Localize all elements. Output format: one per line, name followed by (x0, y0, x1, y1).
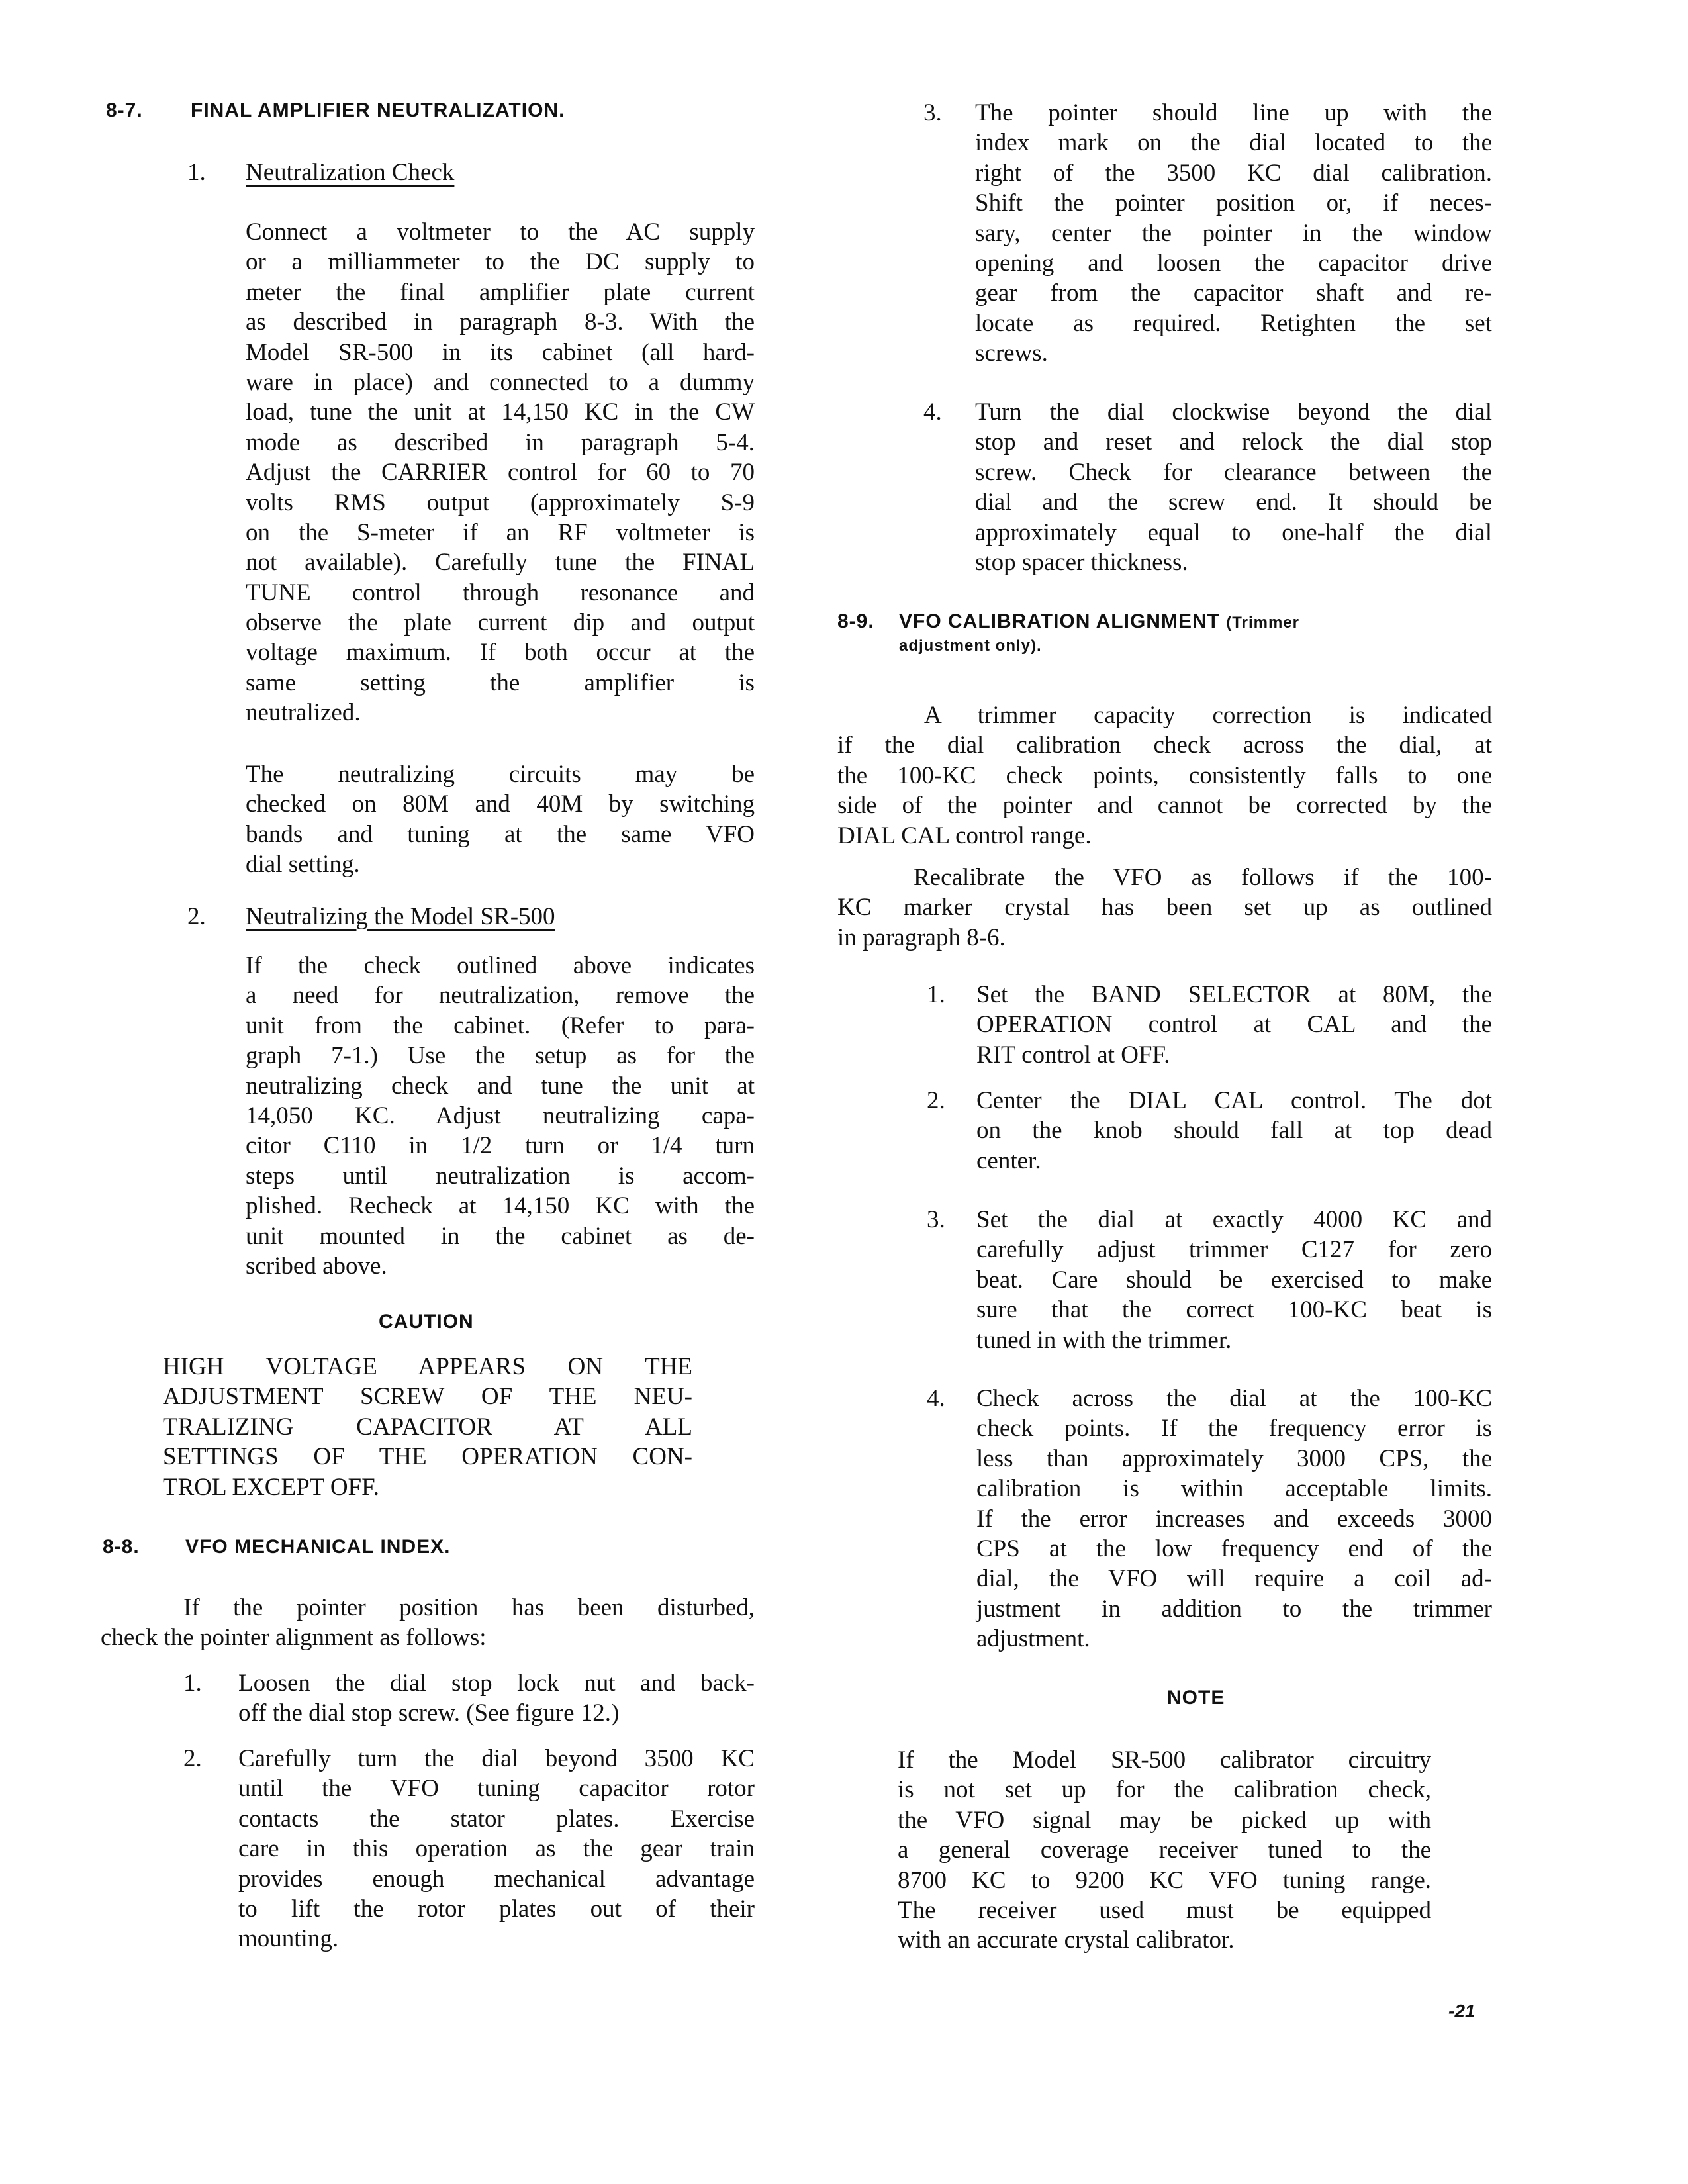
text-line: OPERATION control at CAL and the (976, 1011, 1492, 1039)
text-line: If the pointer position has been disturbed, (183, 1594, 755, 1621)
text-line: is not set up for the calibration check, (898, 1776, 1431, 1804)
text-line: contacts the stator plates. Exercise (238, 1805, 755, 1832)
text-line: carefully adjust trimmer C127 for zero (976, 1236, 1492, 1264)
text-line: HIGH VOLTAGE APPEARS ON THE (163, 1353, 692, 1380)
item-number: 1. (183, 1670, 202, 1697)
paragraph-recalibrate (837, 863, 1492, 953)
note-heading: NOTE (1167, 1687, 1225, 1709)
text-line: unit mounted in the cabinet as de- (246, 1222, 755, 1250)
text-line: Model SR-500 in its cabinet (all hard- (246, 338, 755, 366)
list-item-check-across (976, 1384, 1492, 1654)
paragraph-neutralizing-circuits (246, 759, 755, 880)
text-line: approximately equal to one-half the dial (975, 518, 1492, 546)
text-line: tuned in with the trimmer. (976, 1326, 1232, 1354)
text-line: Set the dial at exactly 4000 KC and (976, 1206, 1492, 1233)
list-item-set-dial (976, 1205, 1492, 1355)
text-line: If the check outlined above indicates (246, 952, 755, 979)
text-line: a general coverage receiver tuned to the (898, 1836, 1431, 1864)
text-line: Center the DIAL CAL control. The dot (976, 1087, 1492, 1114)
text-line: adjustment. (976, 1625, 1090, 1653)
item-number: 2. (183, 1745, 202, 1772)
item-number: 3. (927, 1206, 945, 1233)
text-line: right of the 3500 KC dial calibration. (975, 159, 1492, 187)
text-line: the 100-KC check points, consistently falls to one (837, 761, 1492, 789)
text-line: in paragraph 8-6. (837, 924, 1006, 951)
text-line: until the VFO tuning capacitor rotor (238, 1775, 755, 1803)
text-line: citor C110 in 1/2 turn or 1/4 turn (246, 1132, 755, 1160)
text-line: as described in paragraph 8-3. With the (246, 309, 755, 336)
text-line: Shift the pointer position or, if neces- (975, 189, 1492, 217)
list-item-pointer-line-up (975, 98, 1492, 369)
text-line: SETTINGS OF THE OPERATION CON- (163, 1443, 692, 1471)
page-number: -21 (1448, 2001, 1476, 2021)
text-line: calibration is within acceptable limits. (976, 1475, 1492, 1503)
text-line: graph 7-1.) Use the setup as for the (246, 1042, 755, 1070)
text-line: side of the pointer and cannot be corrected by the (837, 792, 1492, 820)
text-line: sary, center the pointer in the window (975, 219, 1492, 247)
text-line: DIAL CAL control range. (837, 822, 1092, 849)
text-line: less than approximately 3000 CPS, the (976, 1445, 1492, 1472)
list-item-loosen-dial-stop (238, 1668, 755, 1729)
section-title-8-7: FINAL AMPLIFIER NEUTRALIZATION. (191, 99, 565, 121)
section-title-main: VFO CALIBRATION ALIGNMENT (899, 610, 1220, 632)
text-line: Check across the dial at the 100-KC (976, 1385, 1492, 1412)
note-text (898, 1745, 1431, 1956)
item-number: 4. (923, 399, 942, 426)
text-line: center. (976, 1147, 1041, 1174)
text-line: voltage maximum. If both occur at the (246, 639, 755, 667)
text-line: same setting the amplifier is (246, 669, 755, 696)
text-line: dial, the VFO will require a coil ad- (976, 1565, 1492, 1593)
text-line: unit from the cabinet. (Refer to para- (246, 1012, 755, 1039)
text-line: KC marker crystal has been set up as outlined (837, 894, 1492, 922)
list-item-turn-clockwise (975, 397, 1492, 577)
text-line: justment in addition to the trimmer (976, 1595, 1492, 1623)
text-line: Carefully turn the dial beyond 3500 KC (238, 1745, 755, 1772)
text-line: the VFO signal may be picked up with (898, 1806, 1431, 1834)
item-number: 2. (927, 1087, 945, 1114)
text-line: screw. Check for clearance between the (975, 458, 1492, 486)
text-line: beat. Care should be exercised to make (976, 1266, 1492, 1294)
text-line: TUNE control through resonance and (246, 579, 755, 606)
text-line: bands and tuning at the same VFO (246, 820, 755, 848)
text-line: Connect a voltmeter to the AC supply (246, 218, 755, 246)
text-line: not available). Carefully tune the FINAL (246, 549, 755, 577)
section-number-8-7: 8-7. (106, 99, 143, 121)
text-line: The receiver used must be equipped (898, 1896, 1431, 1924)
text-line: TRALIZING CAPACITOR AT ALL (163, 1413, 692, 1441)
text-line: If the Model SR-500 calibrator circuitry (898, 1746, 1431, 1774)
section-title-8-8: VFO MECHANICAL INDEX. (185, 1536, 451, 1558)
item-number: 2. (187, 903, 206, 930)
list-item-dial-cal (976, 1086, 1492, 1176)
text-line: on the S-meter if an RF voltmeter is (246, 518, 755, 546)
text-line: stop and reset and relock the dial stop (975, 428, 1492, 456)
text-line: check points. If the frequency error is (976, 1415, 1492, 1443)
section-title-sub-line2: adjustment only). (899, 637, 1042, 655)
text-line: gear from the capacitor shaft and re- (975, 279, 1492, 307)
text-line: mounting. (238, 1925, 339, 1953)
text-line: Loosen the dial stop lock nut and back- (238, 1670, 755, 1697)
subsection-title-neutralization-check: Neutralization Check (246, 159, 455, 186)
text-line: If the error increases and exceeds 3000 (976, 1505, 1492, 1533)
list-item-turn-dial (238, 1744, 755, 1954)
text-line: opening and loosen the capacitor drive (975, 249, 1492, 277)
text-line: ware in place) and connected to a dummy (246, 368, 755, 396)
subsection-title-neutralizing-model: Neutralizing the Model SR-500 (246, 903, 555, 930)
text-line: meter the final amplifier plate current (246, 278, 755, 306)
text-line: load, tune the unit at 14,150 KC in the CW (246, 399, 755, 426)
text-line: neutralized. (246, 699, 361, 727)
item-number: 1. (927, 981, 945, 1008)
caution-heading: CAUTION (379, 1311, 474, 1333)
text-line: observe the plate current dip and output (246, 609, 755, 637)
section-number-8-8: 8-8. (103, 1536, 140, 1558)
paragraph-neutralization-check (246, 217, 755, 728)
text-line: stop spacer thickness. (975, 548, 1188, 576)
text-line: Adjust the CARRIER control for 60 to 70 (246, 459, 755, 487)
text-line: plished. Recheck at 14,150 KC with the (246, 1192, 755, 1220)
paragraph-pointer-intro (101, 1593, 755, 1653)
text-line: if the dial calibration check across the dial, at (837, 732, 1492, 759)
text-line: 8700 KC to 9200 KC VFO tuning range. (898, 1866, 1431, 1894)
text-line: check the pointer alignment as follows: (101, 1624, 487, 1652)
text-line: on the knob should fall at top dead (976, 1117, 1492, 1145)
text-line: neutralizing check and tune the unit at (246, 1072, 755, 1100)
text-line: dial setting. (246, 851, 360, 878)
text-line: care in this operation as the gear train (238, 1835, 755, 1863)
text-line: sure that the correct 100-KC beat is (976, 1296, 1492, 1324)
text-line: Turn the dial clockwise beyond the dial (975, 399, 1492, 426)
caution-text (163, 1352, 692, 1502)
text-line: CPS at the low frequency end of the (976, 1535, 1492, 1562)
text-line: Set the BAND SELECTOR at 80M, the (976, 981, 1492, 1008)
text-line: a need for neutralization, remove the (246, 982, 755, 1010)
list-item-band-selector (976, 980, 1492, 1070)
text-line: RIT control at OFF. (976, 1041, 1170, 1068)
text-line: The pointer should line up with the (975, 99, 1492, 126)
text-line: steps until neutralization is accom- (246, 1162, 755, 1190)
paragraph-neutralizing-model (246, 951, 755, 1281)
text-line: A trimmer capacity correction is indicated (924, 702, 1492, 729)
text-line: The neutralizing circuits may be (246, 761, 755, 788)
text-line: to lift the rotor plates out of their (238, 1895, 755, 1923)
paragraph-trimmer-correction (837, 700, 1492, 851)
text-line: 14,050 KC. Adjust neutralizing capa- (246, 1102, 755, 1129)
text-line: index mark on the dial located to the (975, 129, 1492, 157)
text-line: locate as required. Retighten the set (975, 309, 1492, 337)
item-number: 1. (187, 159, 206, 186)
item-number: 4. (927, 1385, 945, 1412)
text-line: or a milliammeter to the DC supply to (246, 248, 755, 276)
section-number-8-9: 8-9. (837, 610, 874, 632)
text-line: mode as described in paragraph 5-4. (246, 428, 755, 456)
text-line: volts RMS output (approximately S-9 (246, 489, 755, 516)
text-line: provides enough mechanical advantage (238, 1865, 755, 1893)
text-line: TROL EXCEPT OFF. (163, 1473, 380, 1501)
text-line: checked on 80M and 40M by switching (246, 790, 755, 818)
item-number: 3. (923, 99, 942, 126)
section-title-sub: (Trimmer (1226, 614, 1300, 632)
text-line: scribed above. (246, 1252, 387, 1280)
text-line: off the dial stop screw. (See figure 12.) (238, 1699, 620, 1727)
text-line: Recalibrate the VFO as follows if the 100- (914, 864, 1492, 891)
text-line: ADJUSTMENT SCREW OF THE NEU- (163, 1383, 692, 1411)
text-line: screws. (975, 340, 1048, 367)
text-line: dial and the screw end. It should be (975, 489, 1492, 516)
text-line: with an accurate crystal calibrator. (898, 1926, 1235, 1954)
section-title-8-9 (899, 610, 1299, 633)
